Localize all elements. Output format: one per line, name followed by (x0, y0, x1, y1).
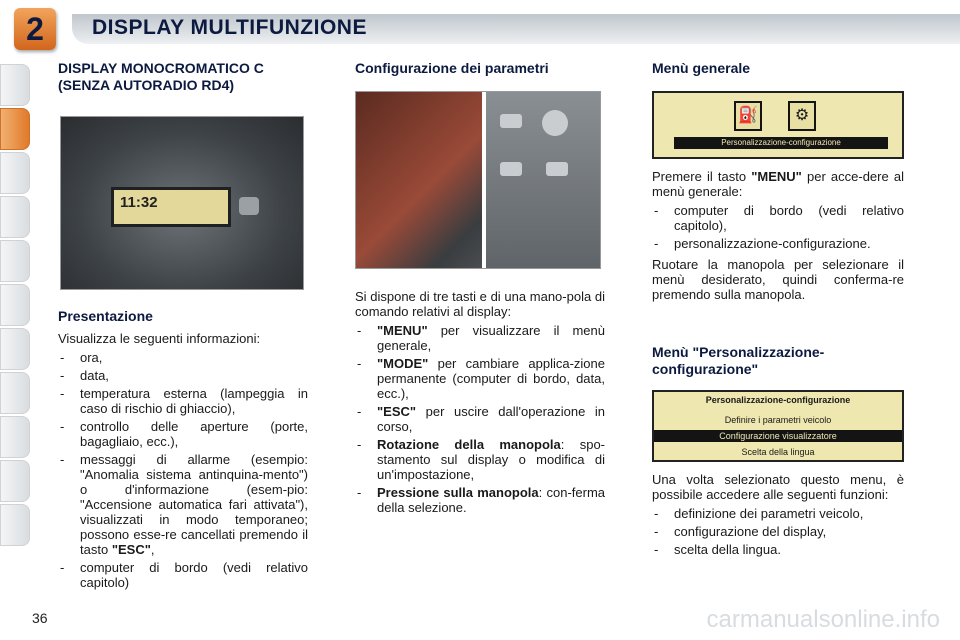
menu-button-shape (500, 114, 522, 128)
list-item: - data, (58, 368, 308, 383)
chapter-tab-6[interactable] (0, 284, 30, 326)
column-configurazione (355, 60, 605, 518)
list-item-text: : spo-stamento sul display o modifica di un'impostazione, (377, 437, 606, 482)
list-item (58, 452, 308, 557)
column-menu (652, 60, 904, 560)
configurazione-intro: Si dispone di tre tasti e di una mano-pola di comando relativi al display: (355, 289, 605, 319)
key-esc: "ESC" (111, 542, 151, 557)
section-heading-presentazione: Presentazione (58, 308, 153, 324)
list-item (355, 437, 605, 482)
list-item: - temperatura esterna (lampeggia in caso di rischio di ghiaccio), (58, 386, 308, 416)
list-item (355, 485, 605, 515)
list-item: - computer di bordo (vedi relativo capitolo) (58, 560, 308, 590)
display-photo (60, 116, 304, 290)
lcd-time: 11:32 (120, 194, 158, 211)
chapter-tab-7[interactable] (0, 328, 30, 370)
chapter-badge: 2 (14, 8, 56, 50)
list-item: - definizione dei parametri veicolo, (652, 506, 904, 521)
perso-screen-title: Personalizzazione-configurazione (705, 395, 851, 405)
page-title: DISPLAY MULTIFUNZIONE (92, 16, 367, 39)
chapter-tab-8[interactable] (0, 372, 30, 414)
list-item: - scelta della lingua. (652, 542, 904, 557)
watermark: carmanualsonline.info (706, 606, 940, 633)
personalizzazione-intro: Una volta selezionato questo menu, è possibile accedere alle seguenti funzioni: (652, 472, 904, 502)
key-menu: "MENU" (751, 169, 802, 184)
chapter-tab-10[interactable] (0, 460, 30, 502)
presentazione-list (58, 350, 308, 590)
section-heading-menu-generale: Menù generale (652, 60, 751, 76)
chapter-tab-9[interactable] (0, 416, 30, 458)
key-menu: "MENU" (377, 323, 428, 338)
perso-screen-line: Definire i parametri veicolo (724, 415, 832, 425)
personalizzazione-screen (652, 390, 904, 462)
menu-generale-list (652, 203, 904, 251)
chapter-tab-11[interactable] (0, 504, 30, 546)
menu-generale-instructions: Ruotare la manopola per selezionare il menù desiderato, quindi conferma-re premendo sulla manopola. (652, 257, 904, 302)
section-heading-display: DISPLAY MONOCROMATICO C (SENZA AUTORADIO RD4) (58, 60, 264, 93)
menu-generale-screen (652, 91, 904, 159)
display-knob (239, 197, 259, 215)
console-inset (482, 92, 600, 269)
chapter-tab-3[interactable] (0, 152, 30, 194)
list-item-end: , (150, 542, 155, 557)
key-pressione: Pressione sulla manopola (377, 485, 539, 500)
list-item: - ora, (58, 350, 308, 365)
presentazione-intro: Visualizza le seguenti informazioni: (58, 331, 261, 346)
column-display-monocromatico (58, 60, 308, 593)
list-item: - configurazione del display, (652, 524, 904, 539)
chapter-tab-4[interactable] (0, 196, 30, 238)
console-photo (355, 91, 601, 269)
list-item-text: per cambiare applica-zione permanente (computer di bordo, data, ecc.), (377, 356, 605, 401)
list-item-text: messaggi di allarme (esempio: "Anomalia sistema antinquina-mento") o d'informazione (esem-pio: "Accensione automatica fari attivata"), visualizzati in modo temporaneo; possono esse-re cancellati premendo il tasto (80, 452, 308, 557)
chapter-tab-1[interactable] (0, 64, 30, 106)
fuel-pump-icon: ⛽ (734, 101, 762, 131)
esc-button-shape (546, 162, 568, 176)
knob-shape (542, 110, 568, 136)
chapter-tabs (0, 64, 34, 548)
configurazione-list (355, 323, 605, 515)
menu-generale-intro (652, 169, 904, 199)
key-mode: "MODE" (377, 356, 429, 371)
list-item: - computer di bordo (vedi relativo capitolo), (652, 203, 904, 233)
personalizzazione-list (652, 506, 904, 557)
list-item-text: : con-ferma della selezione. (377, 485, 606, 515)
lcd-screen (111, 187, 231, 227)
perso-screen-line-selected: Configurazione visualizzatore (654, 430, 902, 442)
key-rotazione: Rotazione della manopola (377, 437, 561, 452)
chapter-tab-2[interactable] (0, 108, 30, 150)
list-item (355, 323, 605, 353)
page-header (0, 0, 960, 52)
list-item-text: per uscire dall'operazione in corso, (377, 404, 605, 434)
text-span: Premere il tasto (652, 169, 752, 184)
list-item (355, 404, 605, 434)
page-number: 36 (32, 610, 48, 626)
mode-button-shape (500, 162, 522, 176)
settings-icon: ⚙ (788, 101, 816, 131)
section-heading-configurazione: Configurazione dei parametri (355, 60, 549, 76)
list-item-text: per visualizzare il menù generale, (377, 323, 605, 353)
chapter-tab-5[interactable] (0, 240, 30, 282)
text-span: per acce-dere al menù generale: (652, 169, 904, 199)
section-heading-personalizzazione: Menù "Personalizzazione-configurazione" (652, 344, 825, 377)
menu-screen-label: Personalizzazione-configurazione (674, 137, 888, 149)
list-item (355, 356, 605, 401)
list-item: - personalizzazione-configurazione. (652, 236, 904, 251)
key-esc: "ESC" (377, 404, 417, 419)
list-item: - controllo delle aperture (porte, bagagliaio, ecc.), (58, 419, 308, 449)
perso-screen-line: Scelta della lingua (741, 447, 815, 457)
